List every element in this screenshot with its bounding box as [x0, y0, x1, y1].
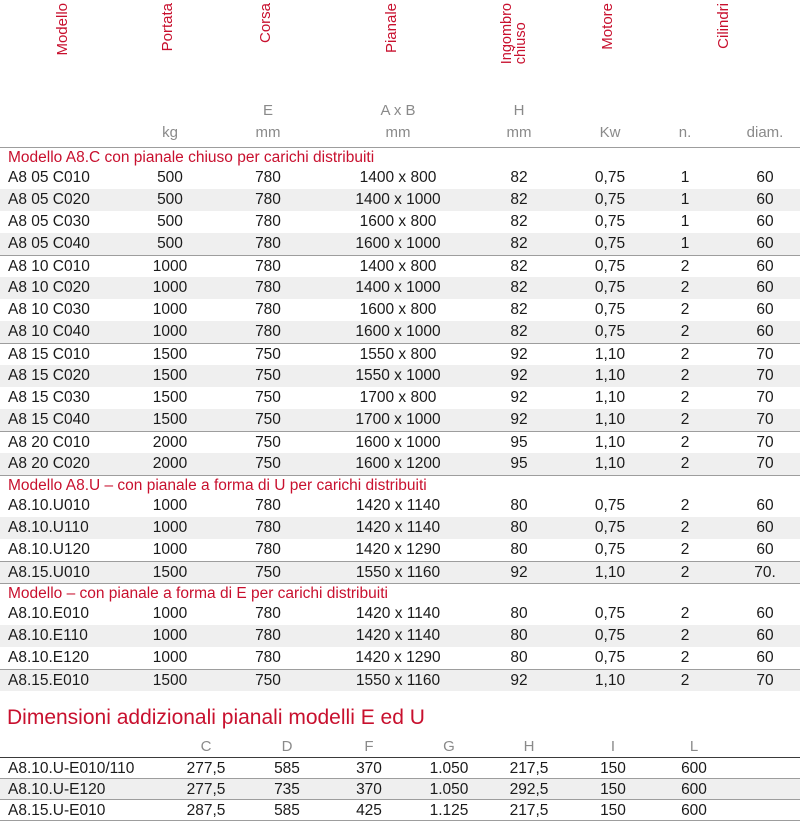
table-cell: 1500: [152, 564, 188, 581]
table-cell: 70: [756, 455, 774, 472]
table-cell: 1400 x 800: [359, 258, 437, 275]
table-cell: 750: [255, 346, 281, 363]
table-cell: 60: [756, 519, 774, 536]
dimension-column-header: D: [281, 738, 293, 755]
table-cell: 1000: [152, 323, 188, 340]
table-cell: 0,75: [594, 279, 626, 296]
table-cell: 780: [255, 323, 281, 340]
column-title-corsa: Corsa: [257, 3, 274, 44]
table-cell: 1: [680, 191, 690, 208]
model-code: A8 20 C010: [8, 434, 90, 451]
table-row: [0, 233, 800, 255]
table-cell: 600: [681, 781, 707, 798]
table-cell: 0,75: [594, 191, 626, 208]
table-cell: 1000: [152, 301, 188, 318]
table-cell: 780: [255, 627, 281, 644]
table-cell: 150: [600, 802, 626, 819]
table-row: [0, 800, 800, 821]
table-cell: 60: [756, 191, 774, 208]
table-cell: 60: [756, 649, 774, 666]
model-code: A8 15 C040: [8, 411, 90, 428]
table-cell: 1000: [152, 649, 188, 666]
column-unit: A x B: [380, 102, 416, 119]
table-cell: 2: [680, 346, 690, 363]
table-cell: 217,5: [509, 760, 549, 777]
table-cell: 80: [510, 519, 528, 536]
table-cell: 70: [756, 389, 774, 406]
table-row: [0, 387, 800, 409]
model-code: A8 05 C010: [8, 169, 90, 186]
table-cell: 1420 x 1290: [355, 541, 441, 558]
table-cell: 2: [680, 497, 690, 514]
table-cell: 1400 x 1000: [355, 191, 441, 208]
table-cell: 82: [510, 169, 528, 186]
table-cell: 80: [510, 541, 528, 558]
table-cell: 2: [680, 627, 690, 644]
table-row: [0, 495, 800, 517]
table-row: [0, 167, 800, 189]
table-cell: 1000: [152, 541, 188, 558]
column-unit: mm: [506, 124, 532, 141]
model-code: A8 15 C010: [8, 346, 90, 363]
table-cell: 1600 x 1000: [355, 323, 441, 340]
column-title-motore: Motore: [599, 3, 616, 50]
table-cell: 1420 x 1140: [355, 519, 441, 536]
table-cell: 82: [510, 258, 528, 275]
model-code: A8.10.U010: [8, 497, 90, 514]
column-title-pianale: Pianale: [383, 3, 400, 54]
column-title-line: chiuso: [513, 22, 529, 65]
column-unit: H: [513, 102, 525, 119]
dimension-column-header: G: [443, 738, 455, 755]
table-cell: 60: [756, 213, 774, 230]
table-cell: 60: [756, 497, 774, 514]
table-cell: 82: [510, 213, 528, 230]
column-unit: Kw: [599, 124, 621, 141]
table-cell: 1600 x 1200: [355, 455, 441, 472]
dimension-column-header: C: [200, 738, 212, 755]
table-cell: 80: [510, 627, 528, 644]
model-code: A8.10.E010: [8, 605, 90, 622]
table-cell: 2: [680, 323, 690, 340]
table-cell: 780: [255, 258, 281, 275]
column-unit: kg: [162, 124, 178, 141]
table-cell: 0,75: [594, 519, 626, 536]
table-row: [0, 758, 800, 779]
table-cell: 0,75: [594, 323, 626, 340]
model-code: A8 05 C030: [8, 213, 90, 230]
table-cell: 0,75: [594, 258, 626, 275]
table-cell: 750: [255, 367, 281, 384]
table-cell: 1500: [152, 367, 188, 384]
table-cell: 80: [510, 605, 528, 622]
table-cell: 80: [510, 649, 528, 666]
model-code: A8 05 C020: [8, 191, 90, 208]
table-row: [0, 321, 800, 343]
table-cell: 1420 x 1290: [355, 649, 441, 666]
table-cell: 92: [510, 367, 528, 384]
table-cell: 82: [510, 323, 528, 340]
model-code: A8.10.U-E120: [8, 781, 106, 798]
column-unit: mm: [385, 124, 411, 141]
model-code: A8.10.E110: [8, 627, 88, 644]
table-row: [0, 779, 800, 800]
model-code: A8 10 C010: [8, 258, 90, 275]
table-cell: 1500: [152, 346, 188, 363]
table-cell: 60: [756, 258, 774, 275]
dimensions-title: Dimensioni addizionali pianali modelli E ed U: [7, 706, 425, 729]
table-cell: 1: [680, 169, 690, 186]
table-cell: 60: [756, 169, 774, 186]
table-cell: 95: [510, 434, 528, 451]
table-cell: 1000: [152, 605, 188, 622]
dimension-column-header: I: [610, 738, 616, 755]
table-cell: 780: [255, 169, 281, 186]
table-row: [0, 539, 800, 561]
table-cell: 500: [157, 191, 183, 208]
table-cell: 500: [157, 169, 183, 186]
table-cell: 1,10: [594, 672, 626, 689]
dimension-column-header: F: [364, 738, 374, 755]
table-cell: 95: [510, 455, 528, 472]
table-row: [0, 625, 800, 647]
section-title: Modello – con pianale a forma di E per carichi distribuiti: [0, 583, 800, 603]
table-cell: 750: [255, 434, 281, 451]
table-cell: 1,10: [594, 434, 626, 451]
table-cell: 60: [756, 323, 774, 340]
table-cell: 0,75: [594, 541, 626, 558]
table-cell: 0,75: [594, 235, 626, 252]
table-cell: 750: [255, 455, 281, 472]
table-cell: 1000: [152, 497, 188, 514]
dimension-column-header: H: [523, 738, 535, 755]
table-cell: 2: [680, 564, 690, 581]
table-cell: 1500: [152, 389, 188, 406]
table-cell: 60: [756, 301, 774, 318]
model-code: A8 15 C020: [8, 367, 90, 384]
table-cell: 70: [756, 434, 774, 451]
table-cell: 735: [274, 781, 300, 798]
table-cell: 780: [255, 541, 281, 558]
table-cell: 750: [255, 564, 281, 581]
column-title-portata: Portata: [159, 3, 176, 52]
section-title: Modello A8.C con pianale chiuso per carichi distribuiti: [0, 147, 800, 167]
column-unit: mm: [255, 124, 281, 141]
table-row: [0, 669, 800, 691]
table-cell: 585: [274, 802, 300, 819]
table-cell: 217,5: [509, 802, 549, 819]
table-cell: 750: [255, 672, 281, 689]
column-unit: n.: [678, 124, 692, 141]
table-cell: 2: [680, 301, 690, 318]
table-cell: 60: [756, 627, 774, 644]
table-cell: 425: [356, 802, 382, 819]
table-cell: 1400 x 800: [359, 169, 437, 186]
model-code: A8.10.E120: [8, 649, 90, 666]
dimensions-header-row: [0, 738, 800, 758]
table-cell: 1600 x 800: [359, 301, 437, 318]
table-cell: 1600 x 800: [359, 213, 437, 230]
table-cell: 70: [756, 672, 774, 689]
model-code: A8.15.U010: [8, 564, 90, 581]
table-cell: 1400 x 1000: [355, 279, 441, 296]
table-cell: 0,75: [594, 301, 626, 318]
table-cell: 1: [680, 213, 690, 230]
table-row: [0, 603, 800, 625]
table-cell: 780: [255, 301, 281, 318]
table-cell: 780: [255, 519, 281, 536]
section-title: Modello A8.U – con pianale a forma di U per carichi distribuiti: [0, 475, 800, 495]
table-cell: 2: [680, 519, 690, 536]
table-cell: 60: [756, 235, 774, 252]
table-cell: 1420 x 1140: [355, 497, 441, 514]
table-cell: 2: [680, 279, 690, 296]
table-cell: 1700 x 800: [359, 389, 437, 406]
table-cell: 1600 x 1000: [355, 235, 441, 252]
table-row: [0, 453, 800, 475]
table-cell: 1,10: [594, 346, 626, 363]
table-cell: 780: [255, 497, 281, 514]
table-row: [0, 365, 800, 387]
table-cell: 1420 x 1140: [355, 627, 441, 644]
table-row: [0, 255, 800, 277]
model-code: A8 15 C030: [8, 389, 90, 406]
table-cell: 780: [255, 191, 281, 208]
table-cell: 1,10: [594, 389, 626, 406]
table-cell: 92: [510, 564, 528, 581]
table-cell: 82: [510, 191, 528, 208]
table-cell: 60: [756, 541, 774, 558]
column-unit: diam.: [746, 124, 784, 141]
table-cell: 1,10: [594, 564, 626, 581]
table-cell: 780: [255, 279, 281, 296]
table-cell: 780: [255, 605, 281, 622]
model-code: A8 10 C020: [8, 279, 90, 296]
table-row: [0, 647, 800, 669]
table-cell: 150: [600, 760, 626, 777]
table-cell: 1000: [152, 627, 188, 644]
table-cell: 1550 x 800: [359, 346, 437, 363]
table-cell: 370: [356, 760, 382, 777]
table-cell: 780: [255, 235, 281, 252]
table-cell: 2: [680, 389, 690, 406]
table-cell: 1550 x 1160: [355, 564, 441, 581]
table-cell: 60: [756, 605, 774, 622]
table-cell: 585: [274, 760, 300, 777]
table-cell: 70: [756, 411, 774, 428]
table-cell: 780: [255, 649, 281, 666]
table-cell: 780: [255, 213, 281, 230]
table-header: [0, 0, 800, 148]
model-code: A8.10.U-E010/110: [8, 760, 135, 777]
table-cell: 2: [680, 455, 690, 472]
table-cell: 287,5: [186, 802, 226, 819]
table-row: [0, 517, 800, 539]
table-cell: 292,5: [509, 781, 549, 798]
table-cell: 92: [510, 672, 528, 689]
table-cell: 1550 x 1160: [355, 672, 441, 689]
table-row: [0, 277, 800, 299]
table-cell: 2000: [152, 455, 188, 472]
table-cell: 70: [756, 367, 774, 384]
table-cell: 1700 x 1000: [355, 411, 441, 428]
model-table: [0, 147, 800, 691]
table-cell: 150: [600, 781, 626, 798]
table-cell: 1.050: [429, 781, 469, 798]
table-cell: 600: [681, 760, 707, 777]
table-cell: 0,75: [594, 627, 626, 644]
dimensions-table: [0, 738, 800, 821]
table-cell: 82: [510, 301, 528, 318]
table-cell: 1550 x 1000: [355, 367, 441, 384]
table-cell: 92: [510, 389, 528, 406]
table-row: [0, 189, 800, 211]
table-cell: 1600 x 1000: [355, 434, 441, 451]
table-cell: 277,5: [186, 760, 226, 777]
table-cell: 70: [756, 346, 774, 363]
table-cell: 82: [510, 279, 528, 296]
table-cell: 1.125: [429, 802, 469, 819]
table-row: [0, 561, 800, 583]
model-code: A8 20 C020: [8, 455, 90, 472]
table-cell: 500: [157, 235, 183, 252]
model-code: A8.15.E010: [8, 672, 90, 689]
model-code: A8 05 C040: [8, 235, 90, 252]
table-cell: 70.: [754, 564, 776, 581]
table-cell: 0,75: [594, 169, 626, 186]
table-row: [0, 211, 800, 233]
table-cell: 0,75: [594, 649, 626, 666]
table-cell: 370: [356, 781, 382, 798]
table-cell: 2: [680, 541, 690, 558]
dimension-column-header: L: [689, 738, 699, 755]
table-cell: 277,5: [186, 781, 226, 798]
table-row: [0, 343, 800, 365]
table-cell: 2: [680, 367, 690, 384]
table-cell: 2: [680, 649, 690, 666]
table-cell: 1000: [152, 519, 188, 536]
table-cell: 1420 x 1140: [355, 605, 441, 622]
table-cell: 1,10: [594, 455, 626, 472]
table-row: [0, 431, 800, 453]
table-cell: 92: [510, 346, 528, 363]
model-code: A8 10 C030: [8, 301, 90, 318]
table-cell: 1000: [152, 279, 188, 296]
table-cell: 1: [680, 235, 690, 252]
table-cell: 2: [680, 258, 690, 275]
table-cell: 1,10: [594, 367, 626, 384]
table-cell: 92: [510, 411, 528, 428]
column-title-ingombro-chiuso: [500, 3, 528, 64]
table-cell: 2: [680, 605, 690, 622]
table-cell: 750: [255, 411, 281, 428]
model-code: A8.10.U120: [8, 541, 90, 558]
table-row: [0, 299, 800, 321]
table-cell: 1500: [152, 411, 188, 428]
table-cell: 1000: [152, 258, 188, 275]
table-cell: 1500: [152, 672, 188, 689]
table-cell: 0,75: [594, 605, 626, 622]
table-cell: 2000: [152, 434, 188, 451]
model-code: A8 10 C040: [8, 323, 90, 340]
table-cell: 60: [756, 279, 774, 296]
model-code: A8.15.U-E010: [8, 802, 106, 819]
column-title-modello: Modello: [54, 3, 71, 56]
table-cell: 750: [255, 389, 281, 406]
table-cell: 1,10: [594, 411, 626, 428]
table-cell: 2: [680, 411, 690, 428]
table-cell: 600: [681, 802, 707, 819]
table-cell: 0,75: [594, 497, 626, 514]
table-cell: 1.050: [429, 760, 469, 777]
model-code: A8.10.U110: [8, 519, 89, 536]
table-row: [0, 409, 800, 431]
table-cell: 2: [680, 672, 690, 689]
column-unit: E: [262, 102, 273, 119]
column-title-line: Ingombro: [499, 3, 515, 65]
table-cell: 82: [510, 235, 528, 252]
table-cell: 80: [510, 497, 528, 514]
table-cell: 2: [680, 434, 690, 451]
table-cell: 0,75: [594, 213, 626, 230]
column-title-cilindri: Cilindri: [715, 3, 732, 49]
table-cell: 500: [157, 213, 183, 230]
